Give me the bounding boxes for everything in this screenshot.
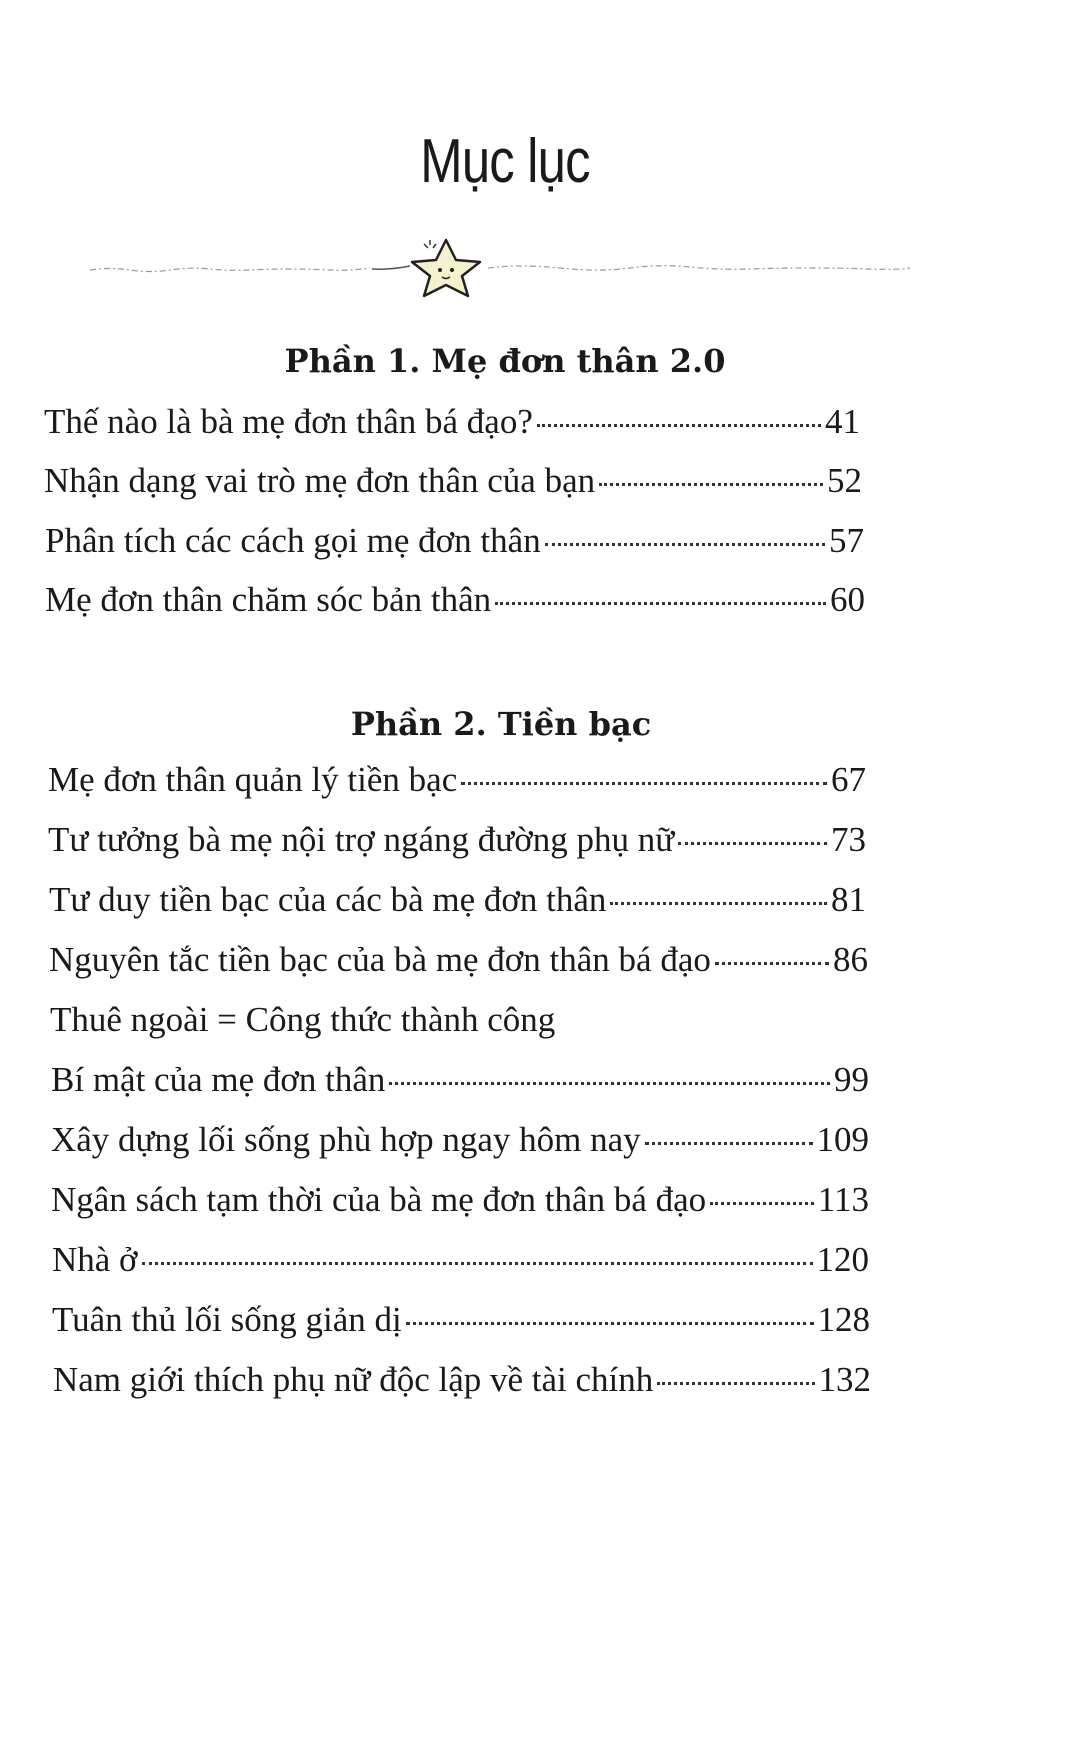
toc-entry-title: Nhà ở	[52, 1240, 138, 1279]
dot-leader	[406, 1322, 814, 1325]
toc-entry-page: 99	[834, 1060, 869, 1099]
toc-entry-title: Thuê ngoài = Công thức thành công	[50, 1000, 556, 1039]
toc-entry-title: Thế nào là bà mẹ đơn thân bá đạo?	[44, 402, 533, 441]
toc-entry[interactable]	[44, 460, 862, 502]
toc-entry[interactable]	[49, 939, 868, 981]
toc-entry-title: Mẹ đơn thân quản lý tiền bạc	[48, 760, 458, 799]
toc-entry-page: 73	[831, 820, 866, 859]
toc-entry-title: Nhận dạng vai trò mẹ đơn thân của bạn	[44, 461, 596, 500]
toc-entry-page: 132	[818, 1360, 871, 1399]
dot-leader	[710, 1202, 814, 1205]
dot-leader	[545, 543, 825, 546]
toc-entry-title: Nguyên tắc tiền bạc của bà mẹ đơn thân bá đạo	[49, 940, 711, 979]
toc-entry-page: 128	[817, 1300, 870, 1339]
toc-entry-page: 81	[831, 880, 866, 919]
toc-entry-page: 109	[816, 1120, 869, 1159]
dot-leader	[495, 602, 826, 605]
dot-leader	[678, 842, 827, 845]
toc-entry-page: 57	[829, 521, 864, 560]
toc-entry-page: 67	[831, 760, 866, 799]
dot-leader	[461, 782, 827, 785]
dot-leader	[537, 424, 821, 427]
toc-entry-title: Tư duy tiền bạc của các bà mẹ đơn thân	[49, 880, 607, 919]
dot-leader	[657, 1382, 814, 1385]
dot-leader	[610, 902, 827, 905]
toc-entry[interactable]	[51, 1119, 869, 1161]
toc-entry-page: 41	[825, 402, 860, 441]
toc-entry[interactable]	[52, 1299, 870, 1341]
toc-entry[interactable]	[48, 759, 866, 801]
toc-entry-title: Tuân thủ lối sống giản dị	[52, 1300, 402, 1339]
part-1-heading: Phần 1. Mẹ đơn thân 2.0	[284, 342, 726, 380]
dot-leader	[389, 1082, 830, 1085]
toc-entry[interactable]	[45, 579, 865, 621]
page-title: Mục lục	[420, 127, 590, 196]
toc-entry-title: Nam giới thích phụ nữ độc lập về tài chính	[53, 1360, 654, 1399]
dot-leader	[715, 962, 829, 965]
toc-entry[interactable]	[52, 1239, 869, 1281]
toc-entry-page: 120	[816, 1240, 869, 1279]
toc-entry[interactable]	[50, 999, 555, 1041]
toc-entry-title: Xây dựng lối sống phù hợp ngay hôm nay	[51, 1120, 641, 1159]
part-2-heading: Phần 2. Tiền bạc	[350, 705, 652, 743]
toc-entry[interactable]	[48, 819, 866, 861]
toc-entry-page: 52	[827, 461, 862, 500]
toc-entry[interactable]	[51, 1059, 869, 1101]
toc-entry-title: Mẹ đơn thân chăm sóc bản thân	[45, 580, 492, 619]
toc-entry[interactable]	[44, 401, 860, 443]
toc-entry-title: Tư tưởng bà mẹ nội trợ ngáng đường phụ nữ	[48, 820, 675, 859]
toc-entry-title: Ngân sách tạm thời của bà mẹ đơn thân bá đạo	[51, 1180, 707, 1219]
toc-entry-page: 86	[833, 940, 868, 979]
toc-entry-title: Bí mật của mẹ đơn thân	[51, 1060, 386, 1099]
dot-leader	[599, 483, 823, 486]
dot-leader	[142, 1262, 813, 1265]
toc-entry-page: 60	[830, 580, 865, 619]
toc-entry[interactable]	[53, 1359, 871, 1401]
toc-entry[interactable]	[51, 1179, 869, 1221]
star-divider-icon	[90, 232, 910, 302]
toc-entry-page: 113	[817, 1180, 869, 1219]
toc-entry[interactable]	[45, 520, 864, 562]
toc-entry[interactable]	[49, 879, 866, 921]
toc-entry-title: Phân tích các cách gọi mẹ đơn thân	[45, 521, 541, 560]
dot-leader	[645, 1142, 813, 1145]
